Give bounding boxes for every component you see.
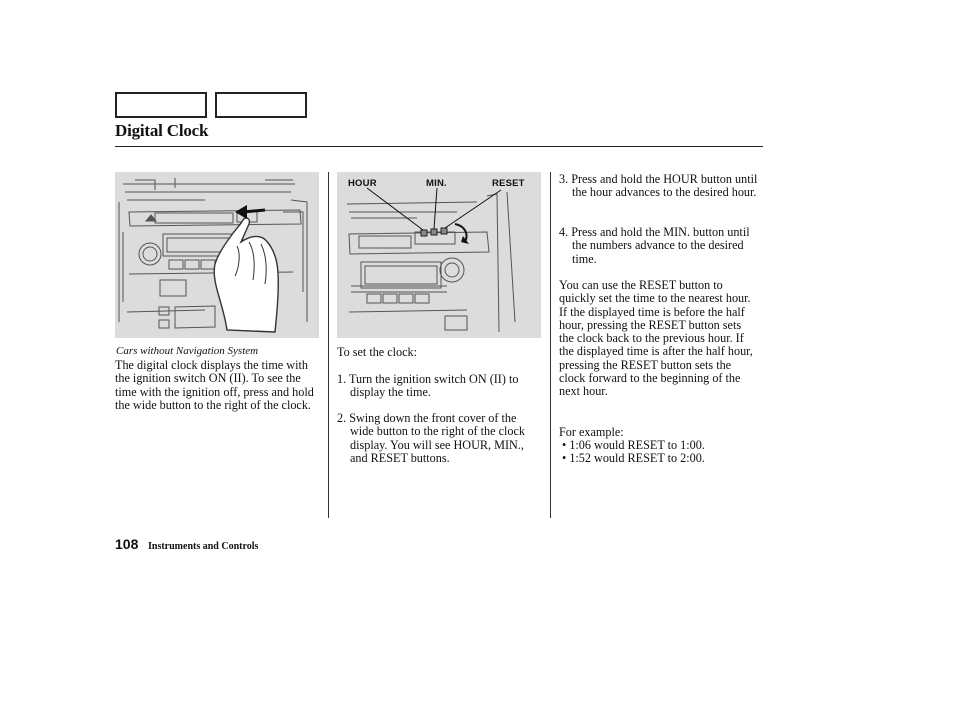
hour-label: HOUR [348,178,377,189]
header-tab-box-2 [215,92,307,118]
step-4: 4. Press and hold the MIN. button until the numbers advance to the desired time. [559,225,750,266]
step-3: 3. Press and hold the HOUR button until the hour advances to the desired hour. [559,172,758,200]
reset-paragraph: You can use the RESET button to quickly set the time to the nearest hour. If the displayed time is before the half hour, pressing the RESET button sets the clock back to the previous hour. If the displayed time is after the half hour, pressing the RESET button sets the clock forward to the beginning of the next hour. [559,278,753,399]
column-divider-2 [550,172,551,518]
example-item-1: • 1:06 would RESET to 1:00. [562,438,705,452]
section-name: Instruments and Controls [148,541,259,552]
header-tab-box-1 [115,92,207,118]
step-1: 1. Turn the ignition switch ON (II) to display the time. [337,372,519,400]
example-item-2: • 1:52 would RESET to 2:00. [562,451,705,465]
title-rule [115,146,763,147]
clock-panel-drawing [337,172,541,338]
figure-caption: Cars without Navigation System [116,345,259,357]
intro-paragraph: The digital clock displays the time with the ignition switch ON (II). To see the time with the ignition off, press and hold the wide button to the right of the clock. [115,358,314,412]
example-label: For example: [559,425,624,439]
page-title: Digital Clock [115,121,209,140]
clock-buttons-illustration [337,172,541,338]
dashboard-hand-drawing [115,172,319,338]
page-number: 108 [115,536,139,552]
set-clock-intro: To set the clock: [337,345,418,359]
step-2: 2. Swing down the front cover of the wide button to the right of the clock display. You will see HOUR, MIN., and RESET buttons. [337,411,525,465]
min-label: MIN. [426,178,447,189]
column-divider-1 [328,172,329,518]
clock-button-illustration [115,172,319,338]
reset-label: RESET [492,178,525,189]
